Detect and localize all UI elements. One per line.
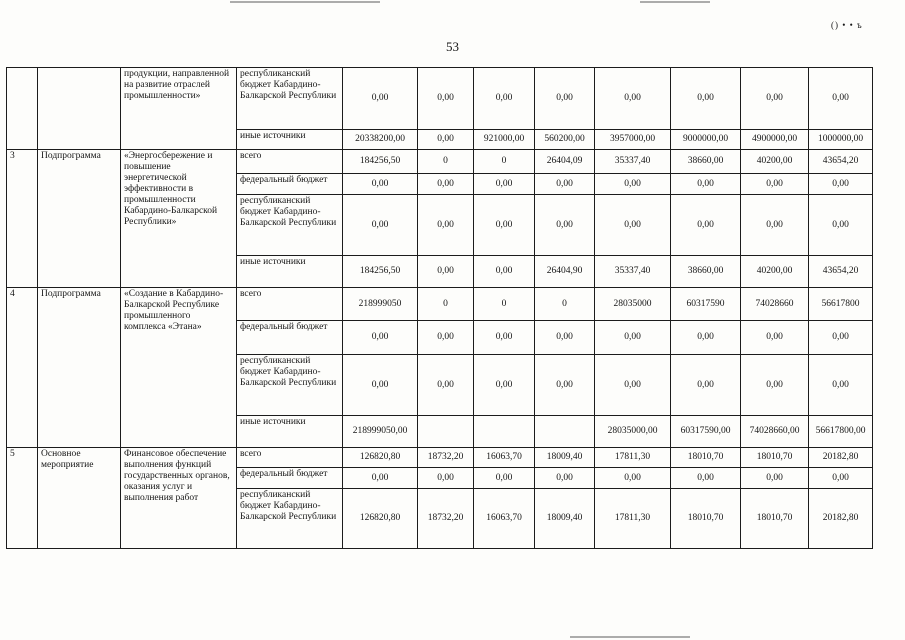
value-cell: 0,00 <box>474 256 535 288</box>
value-cell: 0,00 <box>671 355 741 416</box>
value-cell: 18010,70 <box>671 489 741 549</box>
value-cell: 0,00 <box>418 256 474 288</box>
value-cell: 0,00 <box>809 355 873 416</box>
value-cell <box>474 416 535 448</box>
value-cell: 0,00 <box>343 174 418 195</box>
value-cell: 26404,09 <box>535 150 595 174</box>
value-cell: 0,00 <box>595 195 671 256</box>
value-cell: 18010,70 <box>741 489 809 549</box>
value-cell: 18009,40 <box>535 489 595 549</box>
table-row <box>7 68 873 130</box>
funding-source-cell: иные источники <box>237 130 343 150</box>
value-cell: 60317590,00 <box>671 416 741 448</box>
value-cell: 0,00 <box>741 355 809 416</box>
value-cell <box>418 416 474 448</box>
row-number-cell: 5 <box>7 448 38 549</box>
value-cell: 1000000,00 <box>809 130 873 150</box>
value-cell: 0 <box>474 288 535 321</box>
value-cell: 0,00 <box>418 68 474 130</box>
value-cell: 0,00 <box>343 321 418 355</box>
value-cell: 0,00 <box>595 174 671 195</box>
value-cell: 0,00 <box>535 174 595 195</box>
funding-source-cell: федеральный бюджет <box>237 174 343 195</box>
value-cell: 18010,70 <box>741 448 809 468</box>
corner-mark: () • • ъ <box>831 20 863 30</box>
funding-source-cell: федеральный бюджет <box>237 468 343 489</box>
value-cell: 0,00 <box>809 468 873 489</box>
program-name-cell: продукции, направленной на развитие отраслей промышленности» <box>121 68 237 150</box>
value-cell: 126820,80 <box>343 489 418 549</box>
value-cell: 0 <box>418 288 474 321</box>
row-type-cell: Основное мероприятие <box>38 448 121 549</box>
value-cell: 0,00 <box>535 355 595 416</box>
value-cell: 218999050,00 <box>343 416 418 448</box>
value-cell: 0 <box>535 288 595 321</box>
row-type-cell <box>38 68 121 150</box>
value-cell: 3957000,00 <box>595 130 671 150</box>
value-cell: 0,00 <box>535 321 595 355</box>
value-cell: 20338200,00 <box>343 130 418 150</box>
value-cell: 921000,00 <box>474 130 535 150</box>
funding-source-cell: иные источники <box>237 256 343 288</box>
value-cell: 0,00 <box>535 68 595 130</box>
table-body <box>7 68 873 549</box>
program-name-cell: «Создание в Кабардино-Балкарской Республике промышленного комплекса «Этана» <box>121 288 237 448</box>
value-cell: 0,00 <box>595 68 671 130</box>
value-cell: 43654,20 <box>809 256 873 288</box>
value-cell: 17811,30 <box>595 489 671 549</box>
value-cell: 0,00 <box>671 68 741 130</box>
funding-source-cell: всего <box>237 288 343 321</box>
row-number-cell: 3 <box>7 150 38 288</box>
funding-source-cell: федеральный бюджет <box>237 321 343 355</box>
value-cell: 0,00 <box>809 68 873 130</box>
value-cell: 0,00 <box>809 195 873 256</box>
value-cell: 0,00 <box>474 321 535 355</box>
value-cell: 4900000,00 <box>741 130 809 150</box>
value-cell: 0,00 <box>474 174 535 195</box>
funding-source-cell: всего <box>237 150 343 174</box>
value-cell: 0,00 <box>474 355 535 416</box>
table-row <box>7 448 873 468</box>
value-cell: 16063,70 <box>474 448 535 468</box>
value-cell: 28035000,00 <box>595 416 671 448</box>
value-cell: 0,00 <box>595 355 671 416</box>
value-cell: 26404,90 <box>535 256 595 288</box>
funding-source-cell: республиканский бюджет Кабардино-Балкарской Республики <box>237 489 343 549</box>
value-cell: 0,00 <box>809 174 873 195</box>
value-cell: 0,00 <box>741 321 809 355</box>
value-cell: 20182,80 <box>809 489 873 549</box>
value-cell: 18010,70 <box>671 448 741 468</box>
value-cell: 9000000,00 <box>671 130 741 150</box>
value-cell: 20182,80 <box>809 448 873 468</box>
value-cell: 38660,00 <box>671 256 741 288</box>
value-cell: 18009,40 <box>535 448 595 468</box>
value-cell: 0,00 <box>741 468 809 489</box>
value-cell: 0,00 <box>474 68 535 130</box>
value-cell: 74028660,00 <box>741 416 809 448</box>
value-cell: 43654,20 <box>809 150 873 174</box>
value-cell: 0,00 <box>418 355 474 416</box>
row-type-cell: Подпрограмма <box>38 150 121 288</box>
value-cell: 184256,50 <box>343 256 418 288</box>
value-cell: 0,00 <box>474 468 535 489</box>
value-cell: 0,00 <box>595 468 671 489</box>
value-cell: 0,00 <box>474 195 535 256</box>
funding-source-cell: республиканский бюджет Кабардино-Балкарской Республики <box>237 195 343 256</box>
value-cell: 0,00 <box>343 68 418 130</box>
funding-source-cell: иные источники <box>237 416 343 448</box>
value-cell: 184256,50 <box>343 150 418 174</box>
value-cell: 0,00 <box>418 130 474 150</box>
scan-artifact-bottom <box>570 636 690 638</box>
page-number: 53 <box>446 39 459 54</box>
value-cell: 0,00 <box>343 355 418 416</box>
value-cell: 0,00 <box>418 468 474 489</box>
scan-artifact-top-right <box>640 1 710 3</box>
table-row <box>7 150 873 174</box>
value-cell: 28035000 <box>595 288 671 321</box>
value-cell: 35337,40 <box>595 150 671 174</box>
funding-source-cell: всего <box>237 448 343 468</box>
value-cell: 0 <box>474 150 535 174</box>
value-cell: 0,00 <box>671 321 741 355</box>
value-cell: 0,00 <box>671 195 741 256</box>
program-name-cell: Финансовое обеспечение выполнения функций государственных органов, оказания услуг и выполнения работ <box>121 448 237 549</box>
scan-artifact-top-left <box>230 1 380 3</box>
value-cell: 0,00 <box>418 321 474 355</box>
value-cell: 18732,20 <box>418 448 474 468</box>
value-cell: 560200,00 <box>535 130 595 150</box>
value-cell: 35337,40 <box>595 256 671 288</box>
value-cell: 0 <box>418 150 474 174</box>
value-cell: 60317590 <box>671 288 741 321</box>
funding-source-cell: республиканский бюджет Кабардино-Балкарской Республики <box>237 355 343 416</box>
value-cell: 0,00 <box>343 468 418 489</box>
table-row <box>7 288 873 321</box>
funding-source-cell: республиканский бюджет Кабардино-Балкарской Республики <box>237 68 343 130</box>
value-cell: 0,00 <box>671 468 741 489</box>
value-cell: 0,00 <box>741 174 809 195</box>
value-cell: 16063,70 <box>474 489 535 549</box>
value-cell: 0,00 <box>809 321 873 355</box>
value-cell: 0,00 <box>535 195 595 256</box>
value-cell: 0,00 <box>741 68 809 130</box>
row-number-cell: 4 <box>7 288 38 448</box>
program-name-cell: «Энергосбережение и повышение энергетической эффективности в промышленности Кабардино-Балкарской Республики» <box>121 150 237 288</box>
value-cell: 0,00 <box>418 174 474 195</box>
value-cell: 17811,30 <box>595 448 671 468</box>
value-cell: 0,00 <box>535 468 595 489</box>
budget-table <box>6 67 873 549</box>
value-cell <box>535 416 595 448</box>
value-cell: 0,00 <box>595 321 671 355</box>
value-cell: 0,00 <box>343 195 418 256</box>
value-cell: 126820,80 <box>343 448 418 468</box>
value-cell: 218999050 <box>343 288 418 321</box>
row-type-cell: Подпрограмма <box>38 288 121 448</box>
value-cell: 40200,00 <box>741 150 809 174</box>
value-cell: 56617800 <box>809 288 873 321</box>
value-cell: 56617800,00 <box>809 416 873 448</box>
value-cell: 18732,20 <box>418 489 474 549</box>
value-cell: 0,00 <box>741 195 809 256</box>
value-cell: 0,00 <box>418 195 474 256</box>
value-cell: 40200,00 <box>741 256 809 288</box>
value-cell: 74028660 <box>741 288 809 321</box>
value-cell: 38660,00 <box>671 150 741 174</box>
row-number-cell <box>7 68 38 150</box>
value-cell: 0,00 <box>671 174 741 195</box>
